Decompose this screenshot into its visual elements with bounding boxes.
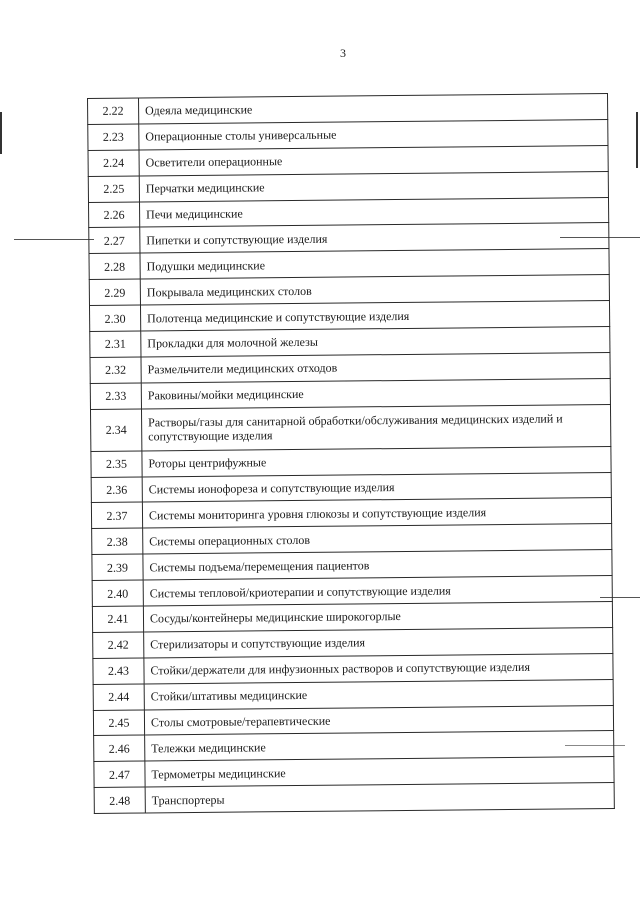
item-name-cell: Полотенца медицинские и сопутствующие изделия — [140, 301, 609, 331]
item-name-cell: Стойки/штативы медицинские — [144, 679, 613, 709]
item-name-cell: Термометры медицинские — [145, 757, 614, 787]
item-name-cell: Столы смотровые/терапевтические — [144, 705, 613, 735]
row-number-cell: 2.34 — [90, 409, 141, 451]
item-name-cell: Стерилизаторы и сопутствующие изделия — [144, 627, 613, 657]
row-number-cell: 2.36 — [91, 477, 142, 503]
row-number-cell: 2.47 — [94, 761, 145, 787]
row-number-cell: 2.25 — [88, 176, 139, 202]
row-number-cell: 2.43 — [93, 658, 144, 684]
row-number-cell: 2.27 — [89, 227, 140, 253]
row-number-cell: 2.45 — [93, 710, 144, 736]
row-number-cell: 2.35 — [91, 451, 142, 477]
item-name-cell: Системы тепловой/криотерапии и сопутствующие изделия — [143, 576, 612, 606]
item-name-cell: Одеяла медицинские — [139, 94, 608, 124]
page-number: 3 — [340, 46, 346, 60]
row-number-cell: 2.38 — [92, 528, 143, 554]
item-name-cell: Операционные столы универсальные — [139, 119, 608, 149]
row-number-cell: 2.23 — [88, 124, 139, 150]
item-name-cell: Роторы центрифужные — [142, 446, 611, 476]
row-number-cell: 2.37 — [91, 502, 142, 528]
row-number-cell: 2.44 — [93, 684, 144, 710]
item-name-cell: Системы мониторинга уровня глюкозы и сопутствующие изделия — [142, 498, 611, 528]
table-row — [94, 783, 614, 814]
items-table — [87, 93, 615, 814]
item-name-cell: Пипетки и сопутствующие изделия — [140, 223, 609, 253]
item-name-cell: Транспортеры — [145, 783, 614, 813]
item-name-cell: Осветители операционные — [139, 145, 608, 175]
item-name-cell: Тележки медицинские — [145, 731, 614, 761]
row-number-cell: 2.42 — [93, 632, 144, 658]
row-number-cell: 2.29 — [89, 279, 140, 305]
scan-mark-left — [0, 112, 2, 154]
item-name-cell: Перчатки медицинские — [139, 171, 608, 201]
item-name-cell: Растворы/газы для санитарной обработки/обслуживания медицинских изделий и сопутствующие изделия — [141, 404, 610, 451]
row-number-cell: 2.33 — [90, 383, 141, 409]
row-number-cell: 2.40 — [92, 580, 143, 606]
row-number-cell: 2.32 — [90, 357, 141, 383]
row-number-cell: 2.41 — [92, 606, 143, 632]
item-name-cell: Стойки/держатели для инфузионных растворов и сопутствующие изделия — [144, 653, 613, 683]
scan-line-left — [14, 239, 94, 240]
item-name-cell: Системы подъема/перемещения пациентов — [143, 550, 612, 580]
row-number-cell: 2.46 — [94, 735, 145, 761]
items-table-body — [88, 94, 615, 814]
item-name-cell: Подушки медицинские — [140, 249, 609, 279]
item-name-cell: Покрывала медицинских столов — [140, 275, 609, 305]
scan-mark-right — [636, 112, 638, 168]
row-number-cell: 2.22 — [88, 98, 139, 124]
row-number-cell: 2.26 — [88, 202, 139, 228]
item-name-cell: Раковины/мойки медицинские — [141, 378, 610, 408]
item-name-cell: Размельчители медицинских отходов — [141, 352, 610, 382]
table-row — [90, 404, 610, 451]
item-name-cell: Печи медицинские — [139, 197, 608, 227]
row-number-cell: 2.24 — [88, 150, 139, 176]
item-name-cell: Прокладки для молочной железы — [141, 327, 610, 357]
item-name-cell: Системы операционных столов — [143, 524, 612, 554]
item-name-cell: Сосуды/контейнеры медицинские широкогорлые — [143, 602, 612, 632]
row-number-cell: 2.30 — [89, 305, 140, 331]
row-number-cell: 2.31 — [90, 331, 141, 357]
row-number-cell: 2.28 — [89, 253, 140, 279]
row-number-cell: 2.39 — [92, 554, 143, 580]
row-number-cell: 2.48 — [94, 787, 145, 813]
item-name-cell: Системы ионофореза и сопутствующие изделия — [142, 472, 611, 502]
